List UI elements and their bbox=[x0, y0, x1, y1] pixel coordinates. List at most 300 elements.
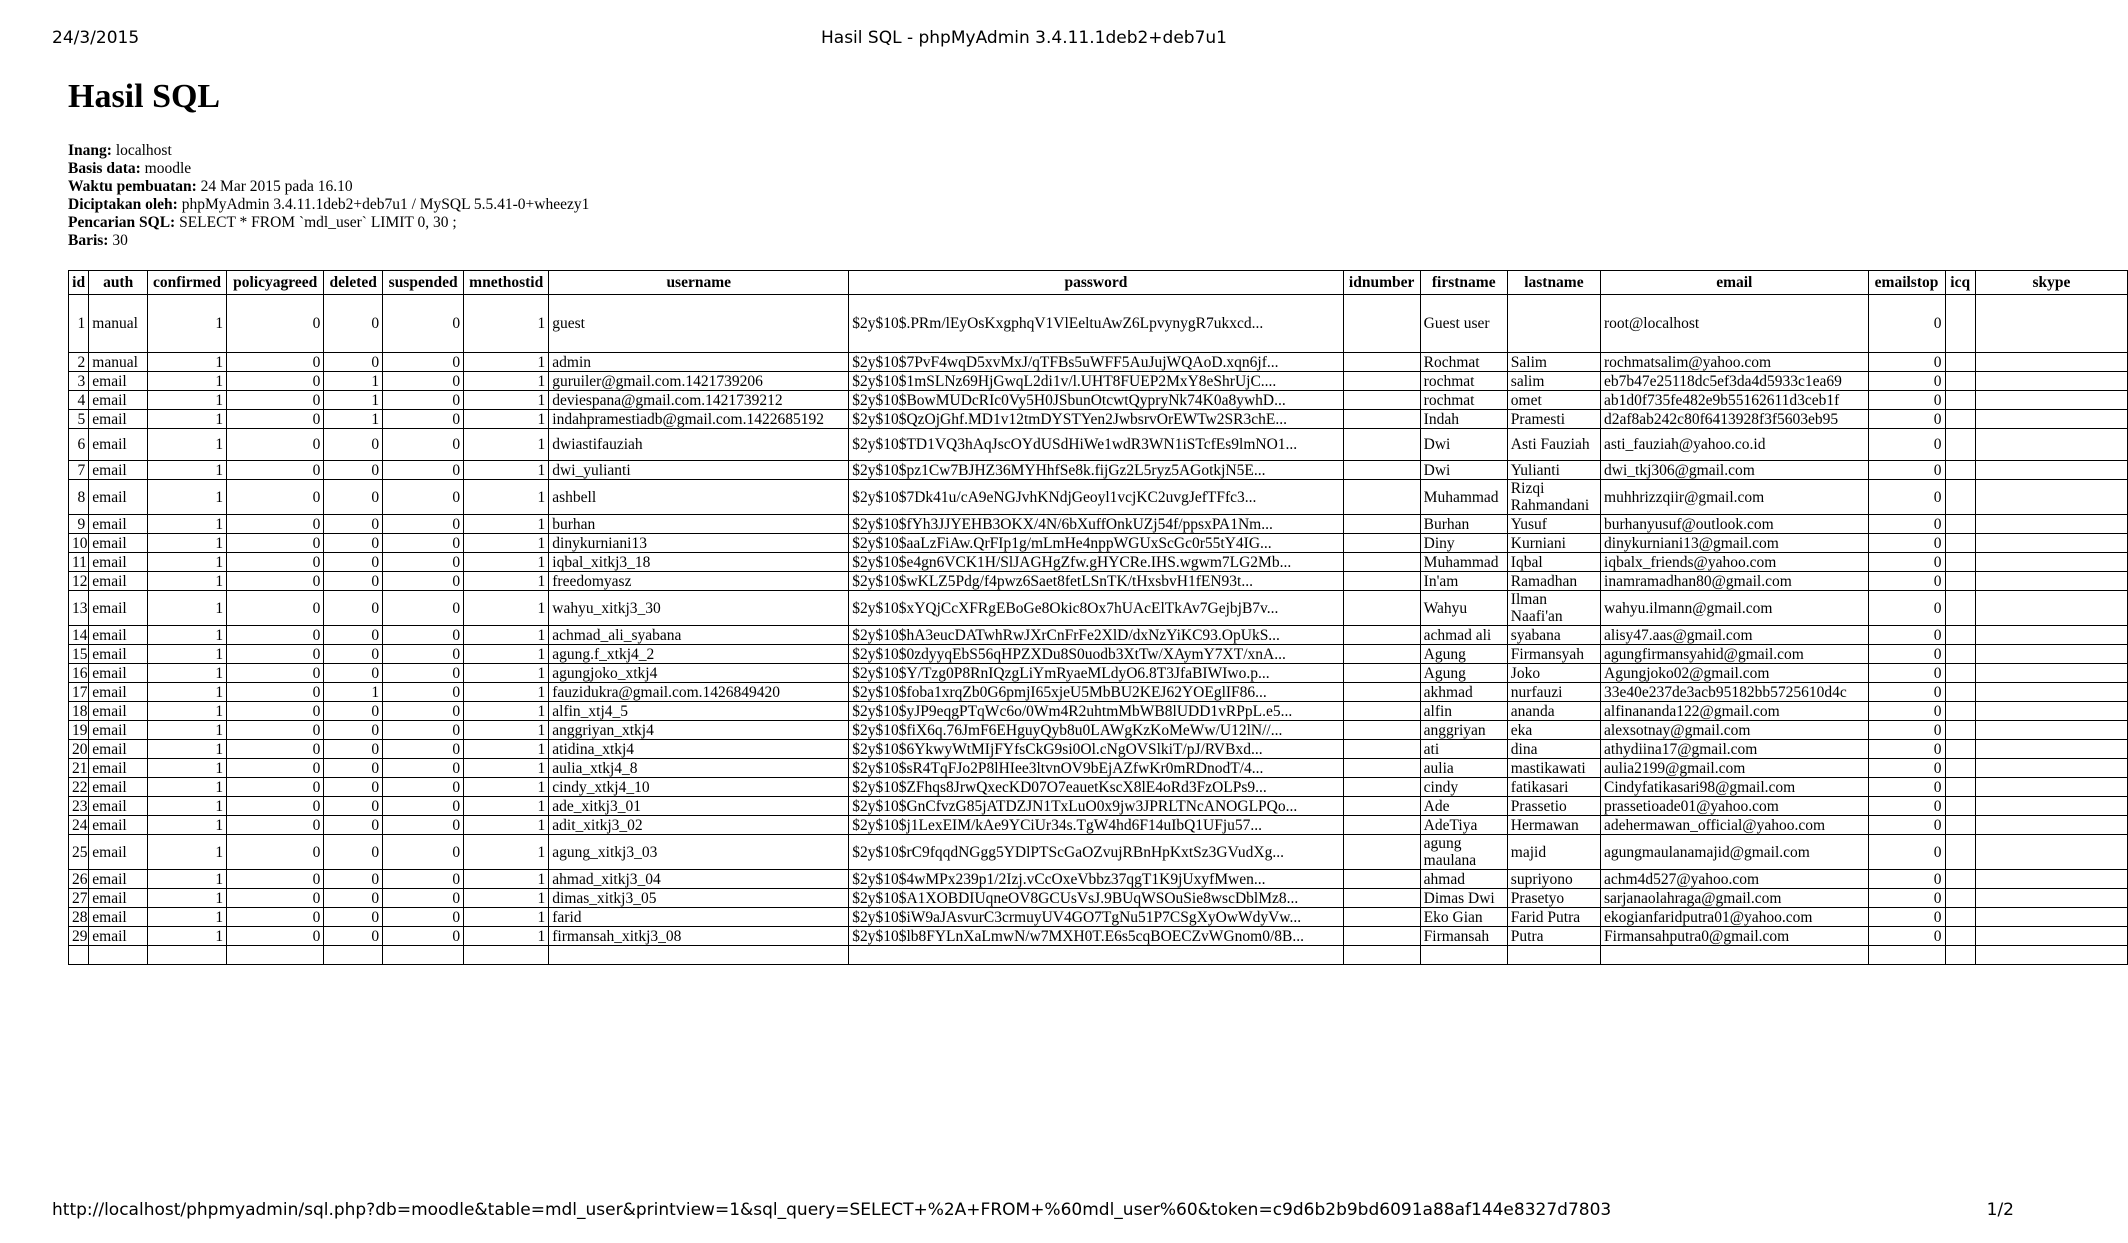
cell-idnumber bbox=[1343, 372, 1420, 391]
cell-id: 26 bbox=[69, 870, 89, 889]
page-number: 1/2 bbox=[1986, 1200, 2014, 1220]
cell-emailstop: 0 bbox=[1868, 702, 1945, 721]
cell-idnumber bbox=[1343, 295, 1420, 353]
cell-suspended: 0 bbox=[383, 908, 464, 927]
table-row bbox=[69, 410, 2128, 429]
cell-email: alfinananda122@gmail.com bbox=[1601, 702, 1869, 721]
cell-policyagreed: 0 bbox=[227, 626, 324, 645]
cell-suspended: 0 bbox=[383, 461, 464, 480]
cell-email: alexsotnay@gmail.com bbox=[1601, 721, 1869, 740]
cell-deleted: 0 bbox=[324, 480, 383, 515]
cell-idnumber bbox=[1343, 816, 1420, 835]
table-row bbox=[69, 816, 2128, 835]
cell-auth: email bbox=[89, 870, 148, 889]
cell-skype bbox=[1975, 295, 2127, 353]
cell-idnumber bbox=[1343, 645, 1420, 664]
cell-emailstop: 0 bbox=[1868, 664, 1945, 683]
cell-password: $2y$10$e4gn6VCK1H/SlJAGHgZfw.gHYCRe.IHS.wgwm7LG2Mb... bbox=[849, 553, 1343, 572]
cell-username: cindy_xtkj4_10 bbox=[549, 778, 849, 797]
cell-auth: email bbox=[89, 927, 148, 946]
meta-generated: Waktu pembuatan: 24 Mar 2015 pada 16.10 bbox=[68, 178, 353, 195]
cell-policyagreed: 0 bbox=[227, 908, 324, 927]
cell-emailstop: 0 bbox=[1868, 515, 1945, 534]
cell-password bbox=[849, 946, 1343, 965]
cell-username: dimas_xitkj3_05 bbox=[549, 889, 849, 908]
cell-id: 9 bbox=[69, 515, 89, 534]
cell-suspended: 0 bbox=[383, 759, 464, 778]
cell-auth: email bbox=[89, 816, 148, 835]
cell-auth: manual bbox=[89, 353, 148, 372]
cell-skype bbox=[1975, 816, 2127, 835]
cell-username: aulia_xtkj4_8 bbox=[549, 759, 849, 778]
cell-username: dwi_yulianti bbox=[549, 461, 849, 480]
cell-lastname: majid bbox=[1507, 835, 1600, 870]
cell-icq bbox=[1945, 645, 1975, 664]
cell-emailstop: 0 bbox=[1868, 410, 1945, 429]
cell-suspended: 0 bbox=[383, 870, 464, 889]
cell-auth: email bbox=[89, 410, 148, 429]
cell-auth: email bbox=[89, 515, 148, 534]
cell-deleted: 0 bbox=[324, 889, 383, 908]
cell-mnethostid: 1 bbox=[464, 353, 549, 372]
cell-email: burhanyusuf@outlook.com bbox=[1601, 515, 1869, 534]
column-header-idnumber: idnumber bbox=[1343, 271, 1420, 295]
cell-id: 6 bbox=[69, 429, 89, 461]
footer-url: http://localhost/phpmyadmin/sql.php?db=moodle&table=mdl_user&printview=1&sql_query=SELECT+%2A+FROM+%60mdl_user%60&token=c9d6b2b9bd6091a88af144e8327d7803 bbox=[52, 1200, 1612, 1220]
cell-suspended: 0 bbox=[383, 816, 464, 835]
cell-skype bbox=[1975, 553, 2127, 572]
cell-skype bbox=[1975, 410, 2127, 429]
cell-auth: email bbox=[89, 908, 148, 927]
cell-confirmed: 1 bbox=[148, 870, 227, 889]
cell-deleted: 0 bbox=[324, 461, 383, 480]
cell-mnethostid: 1 bbox=[464, 797, 549, 816]
cell-username: achmad_ali_syabana bbox=[549, 626, 849, 645]
cell-mnethostid: 1 bbox=[464, 908, 549, 927]
cell-lastname bbox=[1507, 295, 1600, 353]
cell-suspended: 0 bbox=[383, 372, 464, 391]
cell-firstname: Guest user bbox=[1420, 295, 1507, 353]
cell-deleted: 0 bbox=[324, 664, 383, 683]
cell-deleted: 0 bbox=[324, 740, 383, 759]
cell-deleted: 0 bbox=[324, 816, 383, 835]
cell-suspended: 0 bbox=[383, 480, 464, 515]
cell-confirmed: 1 bbox=[148, 391, 227, 410]
cell-username: agung_xitkj3_03 bbox=[549, 835, 849, 870]
cell-suspended: 0 bbox=[383, 410, 464, 429]
column-header-emailstop: emailstop bbox=[1868, 271, 1945, 295]
cell-email: sarjanaolahraga@gmail.com bbox=[1601, 889, 1869, 908]
cell-email: achm4d527@yahoo.com bbox=[1601, 870, 1869, 889]
table-row bbox=[69, 515, 2128, 534]
meta-sql-query: Pencarian SQL: SELECT * FROM `mdl_user` LIMIT 0, 30 ; bbox=[68, 214, 457, 231]
cell-password: $2y$10$pz1Cw7BJHZ36MYHhfSe8k.fijGz2L5ryz5AGotkjN5E... bbox=[849, 461, 1343, 480]
cell-policyagreed: 0 bbox=[227, 835, 324, 870]
cell-idnumber bbox=[1343, 480, 1420, 515]
column-header-lastname: lastname bbox=[1507, 271, 1600, 295]
cell-mnethostid: 1 bbox=[464, 572, 549, 591]
cell-password: $2y$10$rC9fqqdNGgg5YDlPTScGaOZvujRBnHpKxtSz3GVudXg... bbox=[849, 835, 1343, 870]
cell-auth: email bbox=[89, 740, 148, 759]
cell-suspended: 0 bbox=[383, 797, 464, 816]
cell-username: freedomyasz bbox=[549, 572, 849, 591]
cell-lastname: Putra bbox=[1507, 927, 1600, 946]
cell-mnethostid: 1 bbox=[464, 870, 549, 889]
cell-id: 21 bbox=[69, 759, 89, 778]
cell-password: $2y$10$xYQjCcXFRgEBoGe8Okic8Ox7hUAcElTkAv7GejbjB7v... bbox=[849, 591, 1343, 626]
cell-policyagreed: 0 bbox=[227, 721, 324, 740]
cell-password: $2y$10$wKLZ5Pdg/f4pwz6Saet8fetLSnTK/tHxsbvH1fEN93t... bbox=[849, 572, 1343, 591]
cell-auth: email bbox=[89, 835, 148, 870]
cell-icq bbox=[1945, 946, 1975, 965]
cell-id: 13 bbox=[69, 591, 89, 626]
cell-firstname: In'am bbox=[1420, 572, 1507, 591]
cell-lastname: Firmansyah bbox=[1507, 645, 1600, 664]
cell-id: 16 bbox=[69, 664, 89, 683]
cell-auth: email bbox=[89, 721, 148, 740]
cell-deleted: 0 bbox=[324, 353, 383, 372]
cell-mnethostid: 1 bbox=[464, 391, 549, 410]
table-row bbox=[69, 702, 2128, 721]
cell-password: $2y$10$QzOjGhf.MD1v12tmDYSTYen2JwbsrvOrEWTw2SR3chE... bbox=[849, 410, 1343, 429]
cell-confirmed: 1 bbox=[148, 410, 227, 429]
print-title: Hasil SQL - phpMyAdmin 3.4.11.1deb2+deb7u1 bbox=[821, 28, 1227, 48]
cell-emailstop: 0 bbox=[1868, 870, 1945, 889]
cell-deleted: 0 bbox=[324, 553, 383, 572]
cell-username: adit_xitkj3_02 bbox=[549, 816, 849, 835]
cell-email: athydiina17@gmail.com bbox=[1601, 740, 1869, 759]
cell-skype bbox=[1975, 721, 2127, 740]
cell-id: 14 bbox=[69, 626, 89, 645]
cell-lastname: Yulianti bbox=[1507, 461, 1600, 480]
cell-idnumber bbox=[1343, 946, 1420, 965]
cell-firstname: achmad ali bbox=[1420, 626, 1507, 645]
cell-confirmed: 1 bbox=[148, 429, 227, 461]
cell-deleted: 0 bbox=[324, 591, 383, 626]
column-header-auth: auth bbox=[89, 271, 148, 295]
cell-username: indahpramestiadb@gmail.com.1422685192 bbox=[549, 410, 849, 429]
cell-policyagreed: 0 bbox=[227, 572, 324, 591]
cell-confirmed: 1 bbox=[148, 480, 227, 515]
cell-deleted: 0 bbox=[324, 295, 383, 353]
cell-icq bbox=[1945, 797, 1975, 816]
cell-email: eb7b47e25118dc5ef3da4d5933c1ea69 bbox=[1601, 372, 1869, 391]
cell-password: $2y$10$TD1VQ3hAqJscOYdUSdHiWe1wdR3WN1iSTcfEs9lmNO1... bbox=[849, 429, 1343, 461]
cell-password: $2y$10$A1XOBDIUqneOV8GCUsVsJ.9BUqWSOuSie8wscDblMz8... bbox=[849, 889, 1343, 908]
cell-lastname bbox=[1507, 946, 1600, 965]
table-row bbox=[69, 908, 2128, 927]
cell-skype bbox=[1975, 534, 2127, 553]
cell-firstname: Agung bbox=[1420, 664, 1507, 683]
cell-emailstop: 0 bbox=[1868, 391, 1945, 410]
cell-icq bbox=[1945, 759, 1975, 778]
column-header-password: password bbox=[849, 271, 1343, 295]
cell-firstname: Burhan bbox=[1420, 515, 1507, 534]
cell-firstname: Eko Gian bbox=[1420, 908, 1507, 927]
cell-deleted: 0 bbox=[324, 626, 383, 645]
cell-password: $2y$10$j1LexEIM/kAe9YCiUr34s.TgW4hd6F14uIbQ1UFju57... bbox=[849, 816, 1343, 835]
cell-mnethostid: 1 bbox=[464, 816, 549, 835]
cell-auth: email bbox=[89, 683, 148, 702]
table-row bbox=[69, 295, 2128, 353]
cell-username: burhan bbox=[549, 515, 849, 534]
cell-icq bbox=[1945, 429, 1975, 461]
cell-suspended: 0 bbox=[383, 740, 464, 759]
cell-emailstop: 0 bbox=[1868, 461, 1945, 480]
cell-confirmed bbox=[148, 946, 227, 965]
cell-skype bbox=[1975, 572, 2127, 591]
cell-lastname: Ilman Naafi'an bbox=[1507, 591, 1600, 626]
cell-policyagreed: 0 bbox=[227, 429, 324, 461]
cell-password: $2y$10$hA3eucDATwhRwJXrCnFrFe2XlD/dxNzYiKC93.OpUkS... bbox=[849, 626, 1343, 645]
cell-emailstop: 0 bbox=[1868, 353, 1945, 372]
cell-skype bbox=[1975, 372, 2127, 391]
cell-firstname: aulia bbox=[1420, 759, 1507, 778]
cell-icq bbox=[1945, 778, 1975, 797]
cell-email: Firmansahputra0@gmail.com bbox=[1601, 927, 1869, 946]
cell-firstname bbox=[1420, 946, 1507, 965]
cell-firstname: Firmansah bbox=[1420, 927, 1507, 946]
cell-icq bbox=[1945, 740, 1975, 759]
cell-auth: email bbox=[89, 626, 148, 645]
cell-icq bbox=[1945, 889, 1975, 908]
cell-mnethostid: 1 bbox=[464, 889, 549, 908]
cell-icq bbox=[1945, 515, 1975, 534]
cell-emailstop: 0 bbox=[1868, 645, 1945, 664]
cell-lastname: Asti Fauziah bbox=[1507, 429, 1600, 461]
table-row bbox=[69, 572, 2128, 591]
cell-id: 29 bbox=[69, 927, 89, 946]
cell-mnethostid: 1 bbox=[464, 372, 549, 391]
cell-skype bbox=[1975, 927, 2127, 946]
column-header-deleted: deleted bbox=[324, 271, 383, 295]
cell-username: admin bbox=[549, 353, 849, 372]
cell-lastname: mastikawati bbox=[1507, 759, 1600, 778]
cell-firstname: Ade bbox=[1420, 797, 1507, 816]
cell-auth: email bbox=[89, 429, 148, 461]
cell-password: $2y$10$iW9aJAsvurC3crmuyUV4GO7TgNu51P7CSgXyOwWdyVw... bbox=[849, 908, 1343, 927]
cell-idnumber bbox=[1343, 683, 1420, 702]
cell-username: iqbal_xitkj3_18 bbox=[549, 553, 849, 572]
cell-policyagreed: 0 bbox=[227, 778, 324, 797]
cell-policyagreed: 0 bbox=[227, 553, 324, 572]
cell-emailstop: 0 bbox=[1868, 572, 1945, 591]
cell-confirmed: 1 bbox=[148, 908, 227, 927]
cell-mnethostid: 1 bbox=[464, 702, 549, 721]
cell-idnumber bbox=[1343, 572, 1420, 591]
cell-auth: email bbox=[89, 372, 148, 391]
cell-email: prassetioade01@yahoo.com bbox=[1601, 797, 1869, 816]
cell-id: 25 bbox=[69, 835, 89, 870]
cell-mnethostid: 1 bbox=[464, 835, 549, 870]
cell-firstname: cindy bbox=[1420, 778, 1507, 797]
cell-mnethostid: 1 bbox=[464, 626, 549, 645]
cell-emailstop bbox=[1868, 946, 1945, 965]
cell-password: $2y$10$Y/Tzg0P8RnIQzgLiYmRyaeMLdyO6.8T3JfaBIWIwo.p... bbox=[849, 664, 1343, 683]
cell-username: ahmad_xitkj3_04 bbox=[549, 870, 849, 889]
cell-id bbox=[69, 946, 89, 965]
cell-idnumber bbox=[1343, 410, 1420, 429]
cell-lastname: Kurniani bbox=[1507, 534, 1600, 553]
cell-deleted: 1 bbox=[324, 410, 383, 429]
cell-policyagreed: 0 bbox=[227, 702, 324, 721]
table-row bbox=[69, 553, 2128, 572]
cell-emailstop: 0 bbox=[1868, 591, 1945, 626]
column-header-suspended: suspended bbox=[383, 271, 464, 295]
cell-deleted: 0 bbox=[324, 778, 383, 797]
table-row bbox=[69, 429, 2128, 461]
cell-deleted: 1 bbox=[324, 391, 383, 410]
cell-skype bbox=[1975, 626, 2127, 645]
cell-confirmed: 1 bbox=[148, 461, 227, 480]
cell-firstname: Muhammad bbox=[1420, 553, 1507, 572]
cell-username: fauzidukra@gmail.com.1426849420 bbox=[549, 683, 849, 702]
cell-suspended: 0 bbox=[383, 295, 464, 353]
cell-skype bbox=[1975, 353, 2127, 372]
cell-deleted: 0 bbox=[324, 870, 383, 889]
cell-suspended: 0 bbox=[383, 626, 464, 645]
cell-username: dinykurniani13 bbox=[549, 534, 849, 553]
cell-policyagreed: 0 bbox=[227, 870, 324, 889]
meta-host: Inang: localhost bbox=[68, 142, 172, 159]
cell-email: iqbalx_friends@yahoo.com bbox=[1601, 553, 1869, 572]
cell-icq bbox=[1945, 372, 1975, 391]
cell-skype bbox=[1975, 946, 2127, 965]
column-header-confirmed: confirmed bbox=[148, 271, 227, 295]
cell-firstname: Dimas Dwi bbox=[1420, 889, 1507, 908]
meta-database: Basis data: moodle bbox=[68, 160, 192, 177]
cell-email: ab1d0f735fe482e9b55162611d3ceb1f bbox=[1601, 391, 1869, 410]
cell-lastname: omet bbox=[1507, 391, 1600, 410]
cell-deleted: 0 bbox=[324, 702, 383, 721]
cell-firstname: ati bbox=[1420, 740, 1507, 759]
cell-policyagreed: 0 bbox=[227, 372, 324, 391]
column-header-icq: icq bbox=[1945, 271, 1975, 295]
cell-password: $2y$10$foba1xrqZb0G6pmjI65xjeU5MbBU2KEJ62YOEglIF86... bbox=[849, 683, 1343, 702]
cell-username: guest bbox=[549, 295, 849, 353]
cell-lastname: Pramesti bbox=[1507, 410, 1600, 429]
meta-created-by: Diciptakan oleh: phpMyAdmin 3.4.11.1deb2+deb7u1 / MySQL 5.5.41-0+wheezy1 bbox=[68, 196, 590, 213]
cell-policyagreed: 0 bbox=[227, 683, 324, 702]
cell-idnumber bbox=[1343, 797, 1420, 816]
column-header-mnethostid: mnethostid bbox=[464, 271, 549, 295]
cell-auth: email bbox=[89, 553, 148, 572]
cell-auth: email bbox=[89, 572, 148, 591]
cell-confirmed: 1 bbox=[148, 572, 227, 591]
cell-firstname: Diny bbox=[1420, 534, 1507, 553]
cell-suspended: 0 bbox=[383, 835, 464, 870]
cell-idnumber bbox=[1343, 721, 1420, 740]
cell-idnumber bbox=[1343, 778, 1420, 797]
cell-suspended: 0 bbox=[383, 778, 464, 797]
cell-lastname: eka bbox=[1507, 721, 1600, 740]
cell-lastname: supriyono bbox=[1507, 870, 1600, 889]
cell-emailstop: 0 bbox=[1868, 889, 1945, 908]
cell-icq bbox=[1945, 870, 1975, 889]
cell-idnumber bbox=[1343, 927, 1420, 946]
cell-id: 8 bbox=[69, 480, 89, 515]
cell-username: agungjoko_xtkj4 bbox=[549, 664, 849, 683]
table-row bbox=[69, 835, 2128, 870]
cell-policyagreed: 0 bbox=[227, 515, 324, 534]
cell-password: $2y$10$sR4TqFJo2P8lHIee3ltvnOV9bEjAZfwKr0mRDnodT/4... bbox=[849, 759, 1343, 778]
cell-idnumber bbox=[1343, 664, 1420, 683]
cell-mnethostid: 1 bbox=[464, 591, 549, 626]
cell-mnethostid: 1 bbox=[464, 683, 549, 702]
cell-suspended: 0 bbox=[383, 591, 464, 626]
cell-idnumber bbox=[1343, 591, 1420, 626]
cell-skype bbox=[1975, 870, 2127, 889]
cell-skype bbox=[1975, 664, 2127, 683]
cell-lastname: Prassetio bbox=[1507, 797, 1600, 816]
cell-username: dwiastifauziah bbox=[549, 429, 849, 461]
cell-emailstop: 0 bbox=[1868, 295, 1945, 353]
cell-email: ekogianfaridputra01@yahoo.com bbox=[1601, 908, 1869, 927]
table-row bbox=[69, 645, 2128, 664]
cell-confirmed: 1 bbox=[148, 553, 227, 572]
cell-emailstop: 0 bbox=[1868, 740, 1945, 759]
cell-id: 4 bbox=[69, 391, 89, 410]
cell-confirmed: 1 bbox=[148, 778, 227, 797]
cell-email: agungmaulanamajid@gmail.com bbox=[1601, 835, 1869, 870]
cell-idnumber bbox=[1343, 553, 1420, 572]
cell-icq bbox=[1945, 927, 1975, 946]
cell-username: guruiler@gmail.com.1421739206 bbox=[549, 372, 849, 391]
cell-auth: email bbox=[89, 645, 148, 664]
table-row bbox=[69, 889, 2128, 908]
cell-emailstop: 0 bbox=[1868, 797, 1945, 816]
cell-mnethostid: 1 bbox=[464, 461, 549, 480]
cell-policyagreed: 0 bbox=[227, 480, 324, 515]
cell-username: farid bbox=[549, 908, 849, 927]
cell-mnethostid: 1 bbox=[464, 553, 549, 572]
cell-id: 22 bbox=[69, 778, 89, 797]
cell-skype bbox=[1975, 889, 2127, 908]
cell-password: $2y$10$yJP9eqgPTqWc6o/0Wm4R2uhtmMbWB8lUDD1vRPpL.e5... bbox=[849, 702, 1343, 721]
cell-policyagreed: 0 bbox=[227, 927, 324, 946]
cell-firstname: akhmad bbox=[1420, 683, 1507, 702]
cell-id: 7 bbox=[69, 461, 89, 480]
cell-deleted: 0 bbox=[324, 572, 383, 591]
cell-firstname: Rochmat bbox=[1420, 353, 1507, 372]
cell-email: dinykurniani13@gmail.com bbox=[1601, 534, 1869, 553]
cell-password: $2y$10$.PRm/lEyOsKxgphqV1VlEeltuAwZ6LpvynygR7ukxcd... bbox=[849, 295, 1343, 353]
cell-lastname: salim bbox=[1507, 372, 1600, 391]
cell-email bbox=[1601, 946, 1869, 965]
cell-deleted: 0 bbox=[324, 645, 383, 664]
table-row bbox=[69, 591, 2128, 626]
cell-emailstop: 0 bbox=[1868, 908, 1945, 927]
cell-suspended: 0 bbox=[383, 702, 464, 721]
cell-idnumber bbox=[1343, 870, 1420, 889]
cell-password: $2y$10$4wMPx239p1/2Izj.vCcOxeVbbz37qgT1K9jUxyfMwen... bbox=[849, 870, 1343, 889]
cell-idnumber bbox=[1343, 835, 1420, 870]
cell-skype bbox=[1975, 797, 2127, 816]
cell-skype bbox=[1975, 908, 2127, 927]
cell-mnethostid: 1 bbox=[464, 740, 549, 759]
cell-email: 33e40e237de3acb95182bb5725610d4c bbox=[1601, 683, 1869, 702]
cell-confirmed: 1 bbox=[148, 683, 227, 702]
cell-password: $2y$10$ZFhqs8JrwQxecKD07O7eauetKscX8lE4oRd3FzOLPs9... bbox=[849, 778, 1343, 797]
cell-icq bbox=[1945, 295, 1975, 353]
cell-idnumber bbox=[1343, 429, 1420, 461]
cell-confirmed: 1 bbox=[148, 721, 227, 740]
cell-password: $2y$10$fiX6q.76JmF6EHguyQyb8u0LAWgKzKoMeWw/U12lN//... bbox=[849, 721, 1343, 740]
cell-id: 19 bbox=[69, 721, 89, 740]
column-header-username: username bbox=[549, 271, 849, 295]
cell-email: alisy47.aas@gmail.com bbox=[1601, 626, 1869, 645]
results-table bbox=[68, 270, 2128, 965]
